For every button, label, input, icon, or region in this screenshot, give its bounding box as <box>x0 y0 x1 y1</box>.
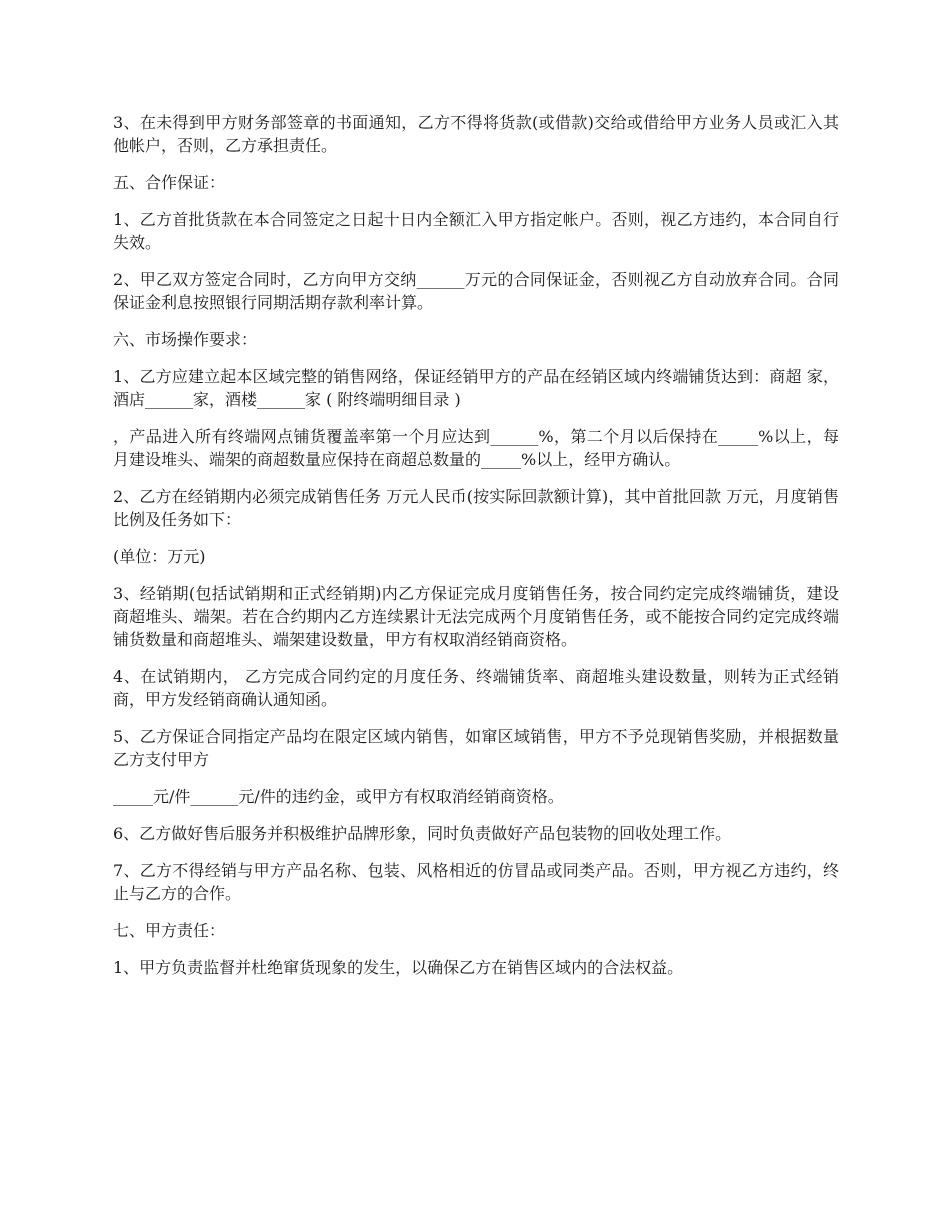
clause-5-penalty: _____元/件______元/件的违约金，或甲方有权取消经销商资格。 <box>113 787 564 806</box>
clause-5-region-sales: 5、乙方保证合同指定产品均在限定区域内销售，如窜区域销售，甲方不予兑现销售奖励，并根据数量乙方支付甲方 <box>113 727 839 769</box>
section-heading-market-operation: 六、市场操作要求： <box>113 330 258 349</box>
clause-1-sales-network: 1、乙方应建立起本区域完整的销售网络，保证经销甲方的产品在经销区域内终端铺货达到：商超 家，酒店______家，酒楼______家 ( 附终端明细目录 ) <box>113 367 839 409</box>
clause-2-sales-task: 2、乙方在经销期内必须完成销售任务 万元人民币(按实际回款额计算)，其中首批回款 万元，月度销售比例及任务如下： <box>113 487 839 529</box>
document-body <box>113 111 839 993</box>
clause-6-after-sales: 6、乙方做好售后服务并积极维护品牌形象，同时负责做好产品包装物的回收处理工作。 <box>113 824 732 843</box>
clause-3-monthly-task: 3、经销期(包括试销期和正式经销期)内乙方保证完成月度销售任务，按合同约定完成终端铺货，建设商超堆头、端架。若在合约期内乙方连续累计无法完成两个月度销售任务，或不能按合同约定完成终端铺货数量和商超堆头、端架建设数量，甲方有权取消经销商资格。 <box>113 584 839 649</box>
clause-7-counterfeit: 7、乙方不得经销与甲方产品名称、包装、风格相近的仿冒品或同类产品。否则，甲方视乙方违约，终止与乙方的合作。 <box>113 861 839 903</box>
clause-1-coverage-rate: ，产品进入所有终端网点铺货覆盖率第一个月应达到______%，第二个月以后保持在_____%以上，每月建设堆头、端架的商超数量应保持在商超总数量的_____%以上，经甲方确认。 <box>113 427 839 469</box>
unit-note: (单位：万元) <box>113 547 206 566</box>
clause-3-payment-notice: 3、在未得到甲方财务部签章的书面通知，乙方不得将货款(或借款)交给或借给甲方业务人员或汇入其他帐户，否则，乙方承担责任。 <box>113 113 839 155</box>
clause-1-cross-region-supervision: 1、甲方负责监督并杜绝窜货现象的发生，以确保乙方在销售区域内的合法权益。 <box>113 958 684 977</box>
section-heading-cooperation-guarantee: 五、合作保证： <box>113 173 226 192</box>
section-heading-party-a-duties: 七、甲方责任： <box>113 921 226 940</box>
clause-4-trial-period: 4、在试销期内， 乙方完成合同约定的月度任务、终端铺货率、商超堆头建设数量，则转为正式经销商，甲方发经销商确认通知函。 <box>113 667 839 709</box>
clause-1-first-payment: 1、乙方首批货款在本合同签定之日起十日内全额汇入甲方指定帐户。否则，视乙方违约，本合同自行失效。 <box>113 210 839 252</box>
clause-2-deposit: 2、甲乙双方签定合同时，乙方向甲方交纳______万元的合同保证金，否则视乙方自动放弃合同。合同保证金利息按照银行同期活期存款利率计算。 <box>113 270 839 312</box>
